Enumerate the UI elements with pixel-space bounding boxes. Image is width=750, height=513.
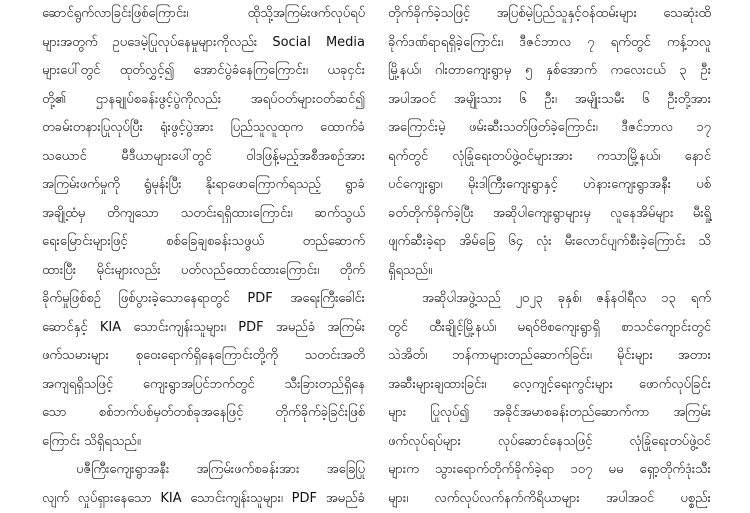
text-line-l5: သယောင် မီဒီယာများပေါ်တွင် ဝါဒဖြန့်မည့်အစီအစဉ်အား	[42, 143, 365, 172]
text-line-r8: ဖျက်ဆီးခဲ့ရာ အိမ်ခြေ ၆၄ လုံး မီးလောင်ပျက်စီးခဲ့ကြောင်း သိ	[388, 228, 711, 257]
text-line-l0: ဆောင်ရွက်လာခြင်းဖြစ်ကြောင်း၊ ထိုသို့အကြမ်းဖက်လုပ်ရပ်	[42, 0, 365, 29]
text-line-l3: တို့၏ ဌာနချုပ်စခန်းဖွင့်ပွဲကိုလည်း အရပ်ဝတ်များဝတ်ဆင်၍	[42, 86, 365, 115]
text-line-r2: မြို့နယ်၊ ဂါးတာကျေးရွာမှ ၅ နှစ်အောက် ကလေးငယ် ၃ ဦး	[388, 57, 711, 86]
text-line-r17: များ၊ လက်လုပ်လက်နက်ကိရိယာများ အပါအဝင် ပစ္စည်း	[388, 485, 711, 513]
text-line-l13: အကျရရှိသဖြင့် ကျေးရွာအပြင်ဘက်တွင် သီးခြားတည်ရှိနေ	[42, 371, 365, 400]
text-line-r3: အပါအဝင် အမျိုးသား ၆ ဦး၊ အမျိုးသမီး ၆ ဦးတို့အား	[388, 86, 711, 115]
text-line-l1: များအတွက် ဥပဒေမဲ့ပြုလုပ်နေမှုများကိုလည်း Social Media	[42, 29, 365, 58]
text-line-l4: တခမ်းတနားပြုလုပ်ပြီး ရုံးဖွင့်ပွဲအား ပြည်သူလူထုက ထောက်ခံ	[42, 114, 365, 143]
text-line-r4: အကြောင်းမဲ့ ဖမ်းဆီးသတ်ဖြတ်ခဲ့ကြောင်း၊ ဒီဇင်ဘာလ ၁၇	[388, 114, 711, 143]
paragraph-start-line-l16: ပဇီကြီးကျေးရွာအနီး အကြမ်းဖက်စခန်းအား အခြေပြု	[42, 456, 365, 485]
text-line-r6: ပင်ကျေးရွာ၊ မိုးဒါကြီးကျေးရွာနှင့် ဟဲနားကျေးရွာအနီး ပစ်	[388, 171, 711, 200]
text-line-l12: ဖက်သမားများ စုဝေးရောက်ရှိနေကြောင်းတို့ကို သတင်းအတိ	[42, 342, 365, 371]
text-line-r1: ခိုက်ဒဏ်ရာရရှိခဲ့ကြောင်း၊ ဒီဇင်ဘာလ ၇ ရက်တွင် ကန့်ဘလူ	[388, 29, 711, 58]
text-line-r14: များ ပြုလုပ်၍ အခိုင်အမာစခန်းတည်ဆောက်ကာ အကြမ်း	[388, 399, 711, 428]
text-line-l7: အချို့ထံမှ တိကျသော သတင်းရရှိထားကြောင်း၊ ဆက်သွယ်	[42, 200, 365, 229]
text-line-r15: ဖက်လုပ်ရပ်များ လုပ်ဆောင်နေသဖြင့် လုံခြုံရေးတပ်ဖွဲ့ဝင်	[388, 428, 711, 457]
text-line-r12: သဲအိတ်၊ ဘန်ကာများတည်ဆောက်ခြင်း၊ မိုင်းများ အတား	[388, 342, 711, 371]
text-line-l8: ရေးမြောင်းများဖြင့် စစ်ခြေချစခန်းသဖွယ် တည်ဆောက်	[42, 228, 365, 257]
right-column	[388, 0, 711, 460]
text-line-l14: သော စစ်ဘက်ပစ်မှတ်တစ်ခုအနေဖြင့် တိုက်ခိုက်ခဲ့ခြင်းဖြစ်	[42, 399, 365, 428]
text-line-l6: အကြမ်းဖက်မှုကို ရွံမုန်းပြီး နိုးရာဖောကြောက်ရသည့် ရွာခံ	[42, 171, 365, 200]
paragraph-start-line-r10: အဆိုပါအဖွဲ့သည် ၂၀၂၃ ခုနှစ်၊ ဇန်နဝါရီလ ၁၃ ရက်	[388, 285, 711, 314]
text-line-r7: ခတ်တိုက်ခိုက်ခဲ့ပြီး အဆိုပါကျေးရွာများမှ လူနေအိမ်များ မီးရှို့	[388, 200, 711, 229]
left-column	[42, 0, 365, 460]
text-line-l11: ဆောင်နှင့် KIA သောင်းကျန်းသူများ၊ PDF အမည်ခံ အကြမ်း	[42, 314, 365, 343]
text-line-r16: များက သွားရောက်တိုက်ခိုက်ခဲ့ရာ ၁၀၇ မမ ရှော့တိုက်ဒုံးသီး	[388, 456, 711, 485]
paragraph-end-line-r9: ရှိရသည်။	[388, 257, 711, 286]
text-line-l9: ထားပြီး မိုင်းများလည်း ပတ်လည်ထောင်ထားကြောင်း၊ တိုက်	[42, 257, 365, 286]
text-line-l2: များပေါ်တွင် ထုတ်လွှင့်၍ အောင်ပွဲခံနေကြကြောင်း၊ ယခုငှင်း	[42, 57, 365, 86]
text-line-l17: လျက် လှုပ်ရှားနေသော KIA သောင်းကျန်းသူများ၊ PDF အမည်ခံ	[42, 485, 365, 513]
text-line-r11: တွင် ထီးချိုင့်မြို့နယ်၊ မရဝ်ဗိစကျေးရွာရှိ စာသင်ကျောင်းတွင်	[388, 314, 711, 343]
text-line-l10: ခိုက်မှုဖြစ်စဉ် ဖြစ်ပွားခဲ့သောနေရာတွင် PDF အရေးကြီးခေါင်း	[42, 285, 365, 314]
text-line-r5: ရက်တွင် လုံခြုံရေးတပ်ဖွဲ့ဝင်များအား ကသာမြို့နယ်၊ နောင်	[388, 143, 711, 172]
text-line-r0: တိုက်ခိုက်ခဲ့သဖြင့် အပြစ်မဲ့ပြည်သူနှင့်ဝန်ထမ်းများ သေဆုံးထိ	[388, 0, 711, 29]
paragraph-end-line-l15: ကြောင်း သိရှိရသည်။	[42, 428, 365, 457]
text-line-r13: အဆီးများချထားခြင်း၊ လေ့ကျင့်ရေးကွင်းများ ဖောက်လုပ်ခြင်း	[388, 371, 711, 400]
